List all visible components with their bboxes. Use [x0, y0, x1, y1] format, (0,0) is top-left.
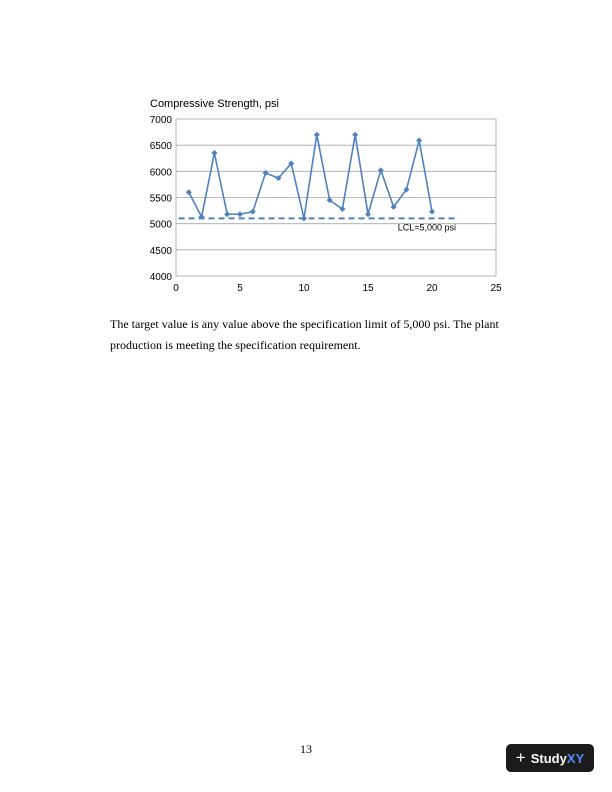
x-tick-label: 5 — [237, 283, 243, 294]
brand-main: Study — [530, 750, 567, 766]
brand-name — [531, 751, 584, 766]
plus-icon: + — [515, 747, 526, 767]
x-tick-label: 10 — [298, 283, 310, 294]
y-axis-ticks — [150, 115, 173, 283]
y-tick-label: 7000 — [149, 115, 172, 126]
page-number: 13 — [300, 742, 312, 756]
body-paragraph: The target value is any value above the specification limit of 5,000 psi. The plant production is meeting the specification requirement. — [110, 317, 499, 352]
y-tick-label: 4500 — [149, 245, 172, 257]
y-tick-label: 5000 — [149, 219, 172, 231]
studyxy-badge[interactable] — [506, 744, 594, 772]
y-tick-label: 4000 — [149, 272, 172, 283]
lcl-label: LCL=5,000 psi — [397, 222, 457, 233]
y-tick-label: 6500 — [149, 141, 172, 153]
x-tick-label: 25 — [490, 283, 502, 294]
chart-title: Compressive Strength, psi — [150, 98, 279, 110]
x-tick-label: 15 — [362, 283, 374, 294]
x-tick-label: 20 — [426, 283, 438, 294]
y-tick-label: 5500 — [149, 193, 172, 205]
x-tick-label: 0 — [173, 283, 179, 294]
compressive-strength-chart — [146, 96, 510, 304]
brand-accent: XY — [566, 750, 585, 766]
chart-canvas — [146, 96, 510, 304]
y-tick-label: 6000 — [149, 167, 172, 179]
x-axis-ticks — [173, 283, 502, 294]
